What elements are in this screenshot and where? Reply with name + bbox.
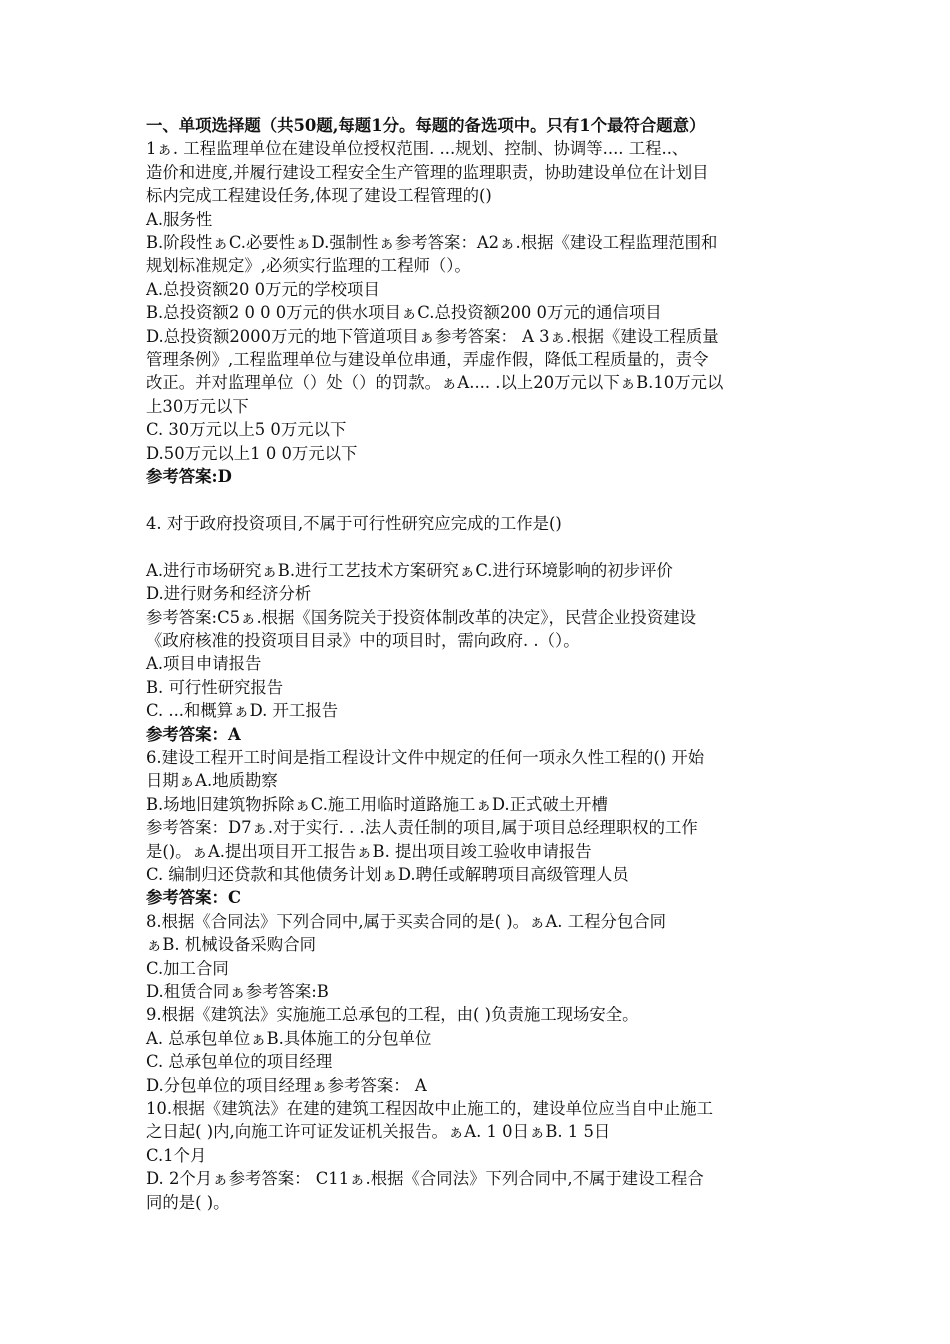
text-line: D.50万元以上1 0 0万元以下: [146, 443, 358, 463]
text-line: 规划标准规定》,必须实行监理的工程师（）。: [146, 256, 471, 276]
text-line: B.场地旧建筑物拆除ぁC.施工用临时道路施工ぁD.正式破土开槽: [146, 794, 608, 814]
text-line: C. ...和概算ぁD. 开工报告: [146, 701, 339, 721]
text-line: 4. 对于政府投资项目,不属于可行性研究应完成的工作是(): [146, 513, 562, 533]
text-line: 参考答案:C5ぁ.根据《国务院关于投资体制改革的决定》，民营企业投资建设: [146, 607, 696, 627]
text-line: A. 总承包单位ぁB.具体施工的分包单位: [146, 1028, 432, 1048]
answer-line: 一、单项选择题（共50题,每题1分。每题的备选项中。只有1个最符合题意）: [146, 116, 706, 135]
text-line: C. 30万元以上5 0万元以下: [146, 420, 347, 440]
text-line: D.分包单位的项目经理ぁ参考答案： A: [146, 1075, 427, 1095]
text-line: [146, 535, 816, 558]
text-line: 改正。并对监理单位（）处（）的罚款。ぁA.... .以上20万元以下ぁB.10万元以: [146, 373, 724, 393]
text-line: 8.根据《合同法》下列合同中,属于买卖合同的是( )。ぁA. 工程分包合同: [146, 911, 667, 931]
text-line: 标内完成工程建设任务,体现了建设工程管理的(): [146, 186, 492, 206]
answer-line: 参考答案：C: [146, 888, 241, 908]
text-line: 管理条例》,工程监理单位与建设单位串通，弄虚作假，降低工程质量的，责令: [146, 350, 709, 370]
text-line: D. 2个月ぁ参考答案： C11ぁ.根据《合同法》下列合同中,不属于建设工程合: [146, 1169, 704, 1189]
text-line: C.加工合同: [146, 958, 229, 978]
text-line: D.总投资额2000万元的地下管道项目ぁ参考答案： A 3ぁ.根据《建设工程质量: [146, 326, 719, 346]
text-line: C.1个月: [146, 1145, 207, 1165]
text-line: B. 可行性研究报告: [146, 677, 284, 697]
text-line: 《政府核准的投资项目目录》中的项目时，需向政府. .（）。: [146, 630, 580, 650]
answer-line: 参考答案:D: [146, 467, 232, 487]
text-line: 9.根据《建筑法》实施施工总承包的工程，由( )负责施工现场安全。: [146, 1005, 639, 1025]
text-line: 之日起( )内,向施工许可证发证机关报告。ぁA. 1 0日ぁB. 1 5日: [146, 1122, 611, 1142]
text-line: 造价和进度,并履行建设工程安全生产管理的监理职责，协助建设单位在计划目: [146, 162, 709, 182]
text-line: 10.根据《建筑法》在建的建筑工程因故中止施工的，建设单位应当自中止施工: [146, 1099, 713, 1119]
text-line: A.服务性: [146, 209, 213, 229]
text-line: A.进行市场研究ぁB.进行工艺技术方案研究ぁC.进行环境影响的初步评价: [146, 560, 673, 580]
text-line: 同的是( )。: [146, 1192, 230, 1212]
text-line: C. 总承包单位的项目经理: [146, 1052, 333, 1072]
text-line: D.进行财务和经济分析: [146, 584, 312, 604]
text-line: B.阶段性ぁC.必要性ぁD.强制性ぁ参考答案：A2ぁ.根据《建设工程监理范围和: [146, 233, 718, 253]
text-line: B.总投资额2 0 0 0万元的供水项目ぁC.总投资额200 0万元的通信项目: [146, 303, 662, 323]
text-line: A.项目申请报告: [146, 654, 262, 674]
text-line: 6.建设工程开工时间是指工程设计文件中规定的任何一项永久性工程的() 开始: [146, 747, 705, 767]
text-line: A.总投资额20 0万元的学校项目: [146, 279, 380, 299]
text-line: ぁB. 机械设备采购合同: [146, 935, 316, 955]
text-line: 上30万元以下: [146, 396, 249, 416]
text-line: 1ぁ. 工程监理单位在建设单位授权范围. ...规划、控制、协调等.... 工程..、: [146, 139, 689, 159]
answer-line: 参考答案：A: [146, 724, 241, 744]
text-line: D.租赁合同ぁ参考答案:B: [146, 982, 329, 1001]
document-body: [146, 114, 816, 1214]
text-line: [146, 489, 816, 512]
text-line: 参考答案：D7ぁ.对于实行. . .法人责任制的项目,属于项目总经理职权的工作: [146, 818, 698, 838]
text-line: 日期ぁA.地质勘察: [146, 771, 278, 791]
text-line: 是()。ぁA.提出项目开工报告ぁB. 提出项目竣工验收申请报告: [146, 841, 592, 861]
text-line: C. 编制归还贷款和其他债务计划ぁD.聘任或解聘项目高级管理人员: [146, 864, 629, 884]
